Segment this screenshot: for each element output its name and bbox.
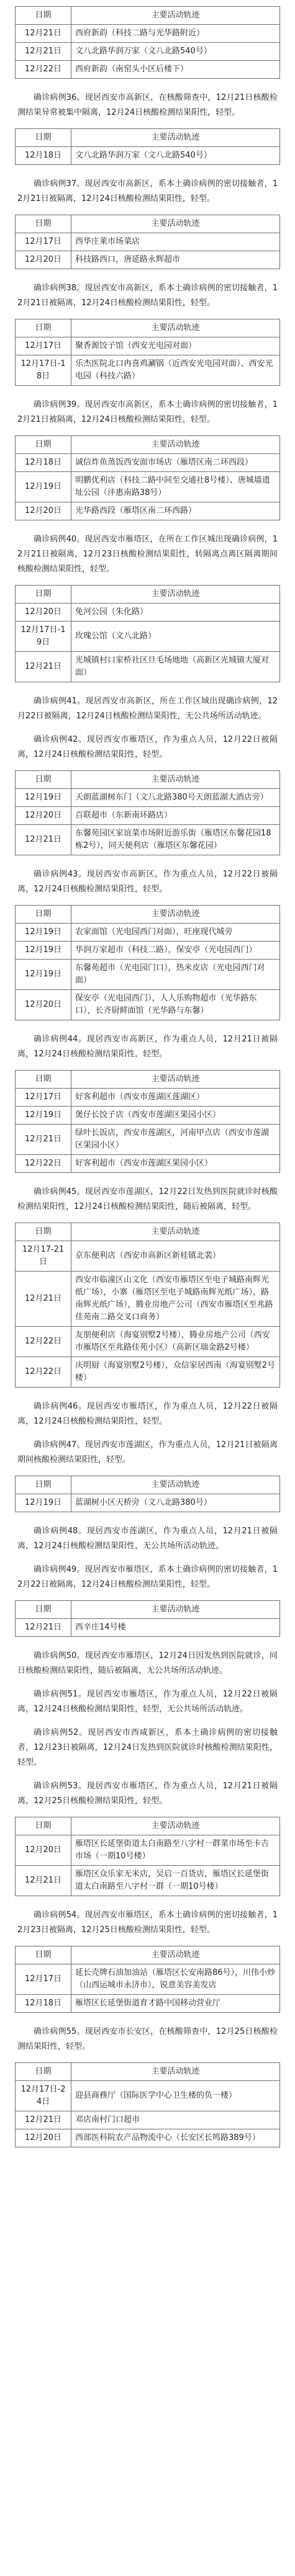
table-header-row (16, 436, 280, 454)
table-row (16, 1125, 280, 1155)
table-row (16, 1107, 280, 1125)
track-cell: 好客利超市（西安市莲湖区果园小区） (71, 1155, 280, 1173)
table-row (16, 604, 280, 622)
header-date: 日期 (16, 7, 71, 25)
header-track: 主要活动轨迹 (71, 1601, 280, 1619)
date-cell: 12月22日 (16, 1327, 71, 1357)
date-cell: 12月17日 (16, 1089, 71, 1107)
header-date: 日期 (16, 906, 71, 924)
track-cell: 西府新韵（科技二路与光华路附近） (71, 25, 280, 43)
table-header-row (16, 1071, 280, 1089)
date-cell: 12月19日 (16, 960, 71, 990)
table-header-row (16, 1223, 280, 1241)
header-date: 日期 (16, 1223, 71, 1241)
date-cell: 12月20日 (16, 807, 71, 825)
date-cell: 12月17日-24日 (16, 2081, 71, 2111)
table-header-row (16, 906, 280, 924)
table-row (16, 807, 280, 825)
date-cell: 12月17日-19日 (16, 622, 71, 652)
activity-track-table (15, 1476, 280, 1512)
header-track: 主要活动轨迹 (71, 319, 280, 337)
case-description: 确诊病例41。现居西安市高新区，所在工作区域出现确诊病例，12月22日被隔离，12月24日核酸检测结果阳性，无公共场所活动轨迹。 (17, 697, 278, 721)
header-track: 主要活动轨迹 (71, 1223, 280, 1241)
track-cell: 文八北路华润万家（文八北路540号） (71, 147, 280, 165)
date-cell: 12月17日 (16, 233, 71, 251)
table-row (16, 1241, 280, 1272)
date-cell: 12月18日 (16, 454, 71, 472)
table-row (16, 2111, 280, 2129)
track-cell: 庆明厨（海宴别墅2号楼），众信家居西南（海宴别墅2号楼） (71, 1357, 280, 1388)
activity-track-table (15, 1600, 280, 1637)
table-row (16, 789, 280, 807)
table-header-row (16, 1476, 280, 1494)
track-cell: 诚信炸鱼蒸饭西安面市场店（雁塔区南二环西段） (71, 454, 280, 472)
case-description: 确诊病例54。现居西安市雁塔区，系本土确诊病例的密切接触者，12月23日被隔离，12月25日核酸检测结果阳性，轻型。 (17, 1910, 278, 1935)
track-cell: 聚香源饺子馆（西安光电园对面） (71, 337, 280, 355)
activity-track-table (15, 1946, 280, 2013)
track-cell: 蓝湖树小区天桥旁（文八北路380号） (71, 1494, 280, 1512)
table-header-row (16, 586, 280, 604)
track-cell: 邓店南村门口超市 (71, 2111, 280, 2129)
date-cell: 12月22日 (16, 61, 71, 79)
activity-track-table (15, 435, 280, 520)
case-description: 确诊病例45。现居西安市莲湖区，12月22日发热到医院就诊时核酸检测结果阳性，12月24日核酸检测结果阳性，随后被隔离，轻型。 (17, 1187, 278, 1211)
table-row (16, 2081, 280, 2111)
case-description: 确诊病例53。现居西安市雁塔区，作为重点人员，12月21日被隔离，12月25日核酸检测结果阳性，轻型。 (17, 1781, 278, 1806)
date-cell: 12月21日 (16, 1125, 71, 1155)
track-cell: 京东便利店（西安市高新区新桂镇北裴） (71, 1241, 280, 1272)
header-date: 日期 (16, 2063, 71, 2081)
table-row (16, 1964, 280, 1995)
date-cell: 12月20日 (16, 990, 71, 1020)
case-description: 确诊病例55。现居西安市长安区，在核酸筛查中，12月25日核酸检测结果阳性，轻型。 (17, 2027, 278, 2051)
table-row (16, 337, 280, 355)
table-row (16, 924, 280, 942)
header-date: 日期 (16, 319, 71, 337)
header-date: 日期 (16, 1817, 71, 1835)
table-header-row (16, 1817, 280, 1835)
date-cell: 12月21日 (16, 43, 71, 61)
activity-track-table (15, 1070, 280, 1173)
date-cell: 12月20日 (16, 604, 71, 622)
date-cell: 12月21日 (16, 825, 71, 855)
table-row (16, 2129, 280, 2147)
table-header-row (16, 771, 280, 789)
table-row (16, 1494, 280, 1512)
date-cell: 12月21日 (16, 25, 71, 43)
date-cell: 12月22日 (16, 1357, 71, 1388)
track-cell: 天朗蓝湖树东门（文八北路380号天朗蓝湖大酒店旁） (71, 789, 280, 807)
table-row (16, 652, 280, 682)
header-date: 日期 (16, 215, 71, 233)
track-cell: 保安亭（光电园西门），人人乐购物超市（光华路东口），长齐厨鲜面馆（光华路与东馨） (71, 990, 280, 1020)
track-cell: 友朋便利店（海宴别墅2号楼），腾业房地产公司（西安市雁塔区至兆路佳苑小区）（高新区瑞金路2号楼） (71, 1327, 280, 1357)
table-row (16, 233, 280, 251)
case-description: 确诊病例52。现居西安市西咸新区，系本土确诊病例的密切接触者，12月23日被隔离，12月24日发热到医院就诊时核酸检测结果阳性，轻型。 (17, 1728, 278, 1767)
date-cell: 12月21日 (16, 2111, 71, 2129)
table-row (16, 1155, 280, 1173)
header-date: 日期 (16, 1601, 71, 1619)
table-row (16, 25, 280, 43)
date-cell: 12月20日 (16, 2129, 71, 2147)
date-cell: 12月19日 (16, 924, 71, 942)
table-header-row (16, 7, 280, 25)
case-description: 确诊病例47。现居西安市莲湖区，作为重点人员，12月21日被隔离期间核酸检测结果阳性，轻型。 (17, 1440, 278, 1464)
track-cell: 雁塔区长延堡街道育才路中国移动营业厅 (71, 1995, 280, 2013)
track-cell: 光华路西段（雁塔区南二环西路） (71, 502, 280, 520)
date-cell: 12月21日 (16, 652, 71, 682)
table-row (16, 472, 280, 502)
case-description: 确诊病例48。现居西安市莲湖区，作为重点人员，12月21日被隔离，12月24日核酸检测结果阳性，无公共场所活动轨迹。 (17, 1526, 278, 1551)
track-cell: 光城镇村口家桥社区旦毛场地地（高新区光城镇大厦对面） (71, 652, 280, 682)
track-cell: 西安市临潼区山文化（西安市雁塔区至电子城路南辉光纸广场），小寨（雁塔区至电子城路南辉光纸广场），路南辉光纸广场），腾业房地产公司（西安市雁塔区至兆路佳苑南二路交叉口商务） (71, 1272, 280, 1327)
header-track: 主要活动轨迹 (71, 215, 280, 233)
date-cell: 12月17日 (16, 337, 71, 355)
header-track: 主要活动轨迹 (71, 1946, 280, 1964)
table-header-row (16, 2063, 280, 2081)
track-cell: 农家面馆（光电园西门对面），旺座现代城旁 (71, 924, 280, 942)
case-description: 确诊病例38。现居西安市高新区，系本土确诊病例的密切接触者，12月21日被隔离，12月24日核酸检测结果阳性，轻型。 (17, 283, 278, 308)
table-row (16, 1357, 280, 1388)
track-cell: 东馨苑超市（光电园门口），热米皮店（光电园西门对面） (71, 960, 280, 990)
track-cell: 科技路西口，唐延路永辉超市 (71, 251, 280, 269)
case-description: 确诊病例46。现居西安市雁塔区，作为重点人员，12月22日被隔离，12月24日核酸检测结果阳性，轻型。 (17, 1402, 278, 1426)
date-cell: 12月19日 (16, 942, 71, 960)
track-cell: 迎县商務厅（国际医学中心卫生楼的负一楼） (71, 2081, 280, 2111)
case-description: 确诊病例42。现居西安市雁塔区，作为重点人员，12月22日被隔离，12月24日核酸检测结果阳性，轻型。 (17, 735, 278, 759)
activity-track-table (15, 128, 280, 165)
date-cell: 12月17日-18日 (16, 355, 71, 386)
date-cell: 12月18日 (16, 147, 71, 165)
date-cell: 12月17-21日 (16, 1241, 71, 1272)
header-track: 主要活动轨迹 (71, 2063, 280, 2081)
track-cell: 乐杰医院北口冉喜鸡涮锅（近西安光电园对面）、西安光电园（科技六路） (71, 355, 280, 386)
activity-track-table (15, 2062, 280, 2147)
date-cell: 12月17日 (16, 1964, 71, 1995)
table-row (16, 1327, 280, 1357)
table-header-row (16, 1601, 280, 1619)
track-cell: 百联超市（东新南环路店） (71, 807, 280, 825)
table-row (16, 147, 280, 165)
track-cell: 好客利超市（西安市莲湖区莲湖区） (71, 1089, 280, 1107)
activity-track-table (15, 6, 280, 79)
table-row (16, 622, 280, 652)
track-cell: 绿叶长饭店，西安市莲湖区，河南甲点店（西安市莲湖区果园小区） (71, 1125, 280, 1155)
activity-track-table (15, 770, 280, 855)
case-description: 确诊病例36。现居西安市高新区，在核酸筛查中，12月21日核酸检测结果异常被集中隔离，12月24日核酸检测结果阳性，轻型。 (17, 93, 278, 117)
case-description: 确诊病例51。现居西安市雁塔区，作为重点人员，12月22日被隔离，12月24日核酸检测结果阳性，轻型，无公共场所活动轨迹。 (17, 1690, 278, 1714)
track-cell: 西华庄莱市场菜店 (71, 233, 280, 251)
date-cell: 12月20日 (16, 1835, 71, 1866)
table-row (16, 502, 280, 520)
table-header-row (16, 319, 280, 337)
table-row (16, 960, 280, 990)
date-cell: 12月18日 (16, 1995, 71, 2013)
date-cell: 12月20日 (16, 251, 71, 269)
header-track: 主要活动轨迹 (71, 436, 280, 454)
table-header-row (16, 1946, 280, 1964)
date-cell: 12月21日 (16, 1272, 71, 1327)
track-cell: 西府新韵（南窑头小区后楼下） (71, 61, 280, 79)
date-cell: 12月22日 (16, 1155, 71, 1173)
table-row (16, 251, 280, 269)
case-description: 确诊病例40。现居西安市雁塔区，在所在工作区城出现确诊病例，12月21日被隔离，12月23日核酸检测结果阳性，转隔离点离区隔离期间核酸检测结果阳性，轻型。 (17, 535, 278, 574)
track-cell: 煲仔长饺子店（西安市莲湖区果园小区） (71, 1107, 280, 1125)
header-track: 主要活动轨迹 (71, 129, 280, 147)
activity-track-table (15, 215, 280, 269)
table-row (16, 1619, 280, 1637)
track-cell: 雁塔区长延堡街道太白南路至八字村一群菜市场至卡吉市场（一期10号楼） (71, 1835, 280, 1866)
header-date: 日期 (16, 1071, 71, 1089)
activity-track-table (15, 1817, 280, 1896)
header-date: 日期 (16, 771, 71, 789)
table-row (16, 61, 280, 79)
header-date: 日期 (16, 1476, 71, 1494)
case-description: 确诊病例44。现居西安市高新区，作为重点人员，12月21日被隔离，12月24日核酸检测结果阳性，轻型。 (17, 1035, 278, 1059)
date-cell: 12月21日 (16, 1866, 71, 1896)
table-row (16, 990, 280, 1020)
table-row (16, 355, 280, 386)
table-row (16, 1835, 280, 1866)
case-description: 确诊病例37。现居西安市高新区，系本土确诊病例的密切接触者，12月21日被隔离，12月24日核酸检测结果阳性，轻型。 (17, 179, 278, 203)
date-cell: 12月19日 (16, 789, 71, 807)
activity-track-table (15, 585, 280, 682)
table-header-row (16, 129, 280, 147)
table-row (16, 1995, 280, 2013)
date-cell: 12月20日 (16, 502, 71, 520)
header-date: 日期 (16, 129, 71, 147)
header-date: 日期 (16, 436, 71, 454)
track-cell: 明鹏优利店（科技二路中间至交通社8号楼）、唐城墙遗址公园（沣惠南路38号） (71, 472, 280, 502)
table-row (16, 825, 280, 855)
date-cell: 12月19日 (16, 1107, 71, 1125)
table-row (16, 43, 280, 61)
case-description: 确诊病例39。现居西安市高新区，系本土确诊病例的密切接触者，12月21日被隔离，12月24日核酸检测结果阳性，轻型。 (17, 400, 278, 424)
track-cell: 免河公园（朱化路） (71, 604, 280, 622)
header-date: 日期 (16, 1946, 71, 1964)
case-description: 确诊病例43。现居西安市高新区，作为重点人员，12月22日被隔离，12月24日核酸检测结果阳性，轻型。 (17, 870, 278, 894)
track-cell: 西辛庄14号楼 (71, 1619, 280, 1637)
date-cell: 12月19日 (16, 1494, 71, 1512)
header-track: 主要活动轨迹 (71, 586, 280, 604)
header-track: 主要活动轨迹 (71, 1071, 280, 1089)
activity-track-table (15, 905, 280, 1020)
activity-track-table (15, 1223, 280, 1388)
table-row (16, 1272, 280, 1327)
track-cell: 华润万家超市（科技二路），保安亭（光电园西门） (71, 942, 280, 960)
track-cell: 玫瑰公馆（文八北路） (71, 622, 280, 652)
activity-track-table (15, 319, 280, 386)
track-cell: 雁塔区众乐家无米店，吴启一百货店，雁塔区长延堡街道太白南路至八字村一群（一期10号楼） (71, 1866, 280, 1896)
header-track: 主要活动轨迹 (71, 1476, 280, 1494)
case-description: 确诊病例49。现居西安市雁塔区，系本土确诊病例的密切接触者，12月22日被隔离，12月24日核酸检测结果阳性，轻型。 (17, 1565, 278, 1589)
date-cell: 12月21日 (16, 1619, 71, 1637)
track-cell: 延长壳牌石油加油站（雁塔区长安南路86号），川伟小炒（山西运城市永济市），锐意美容美发店 (71, 1964, 280, 1995)
table-row (16, 1089, 280, 1107)
date-cell: 12月19日 (16, 472, 71, 502)
header-track: 主要活动轨迹 (71, 7, 280, 25)
table-row (16, 454, 280, 472)
header-track: 主要活动轨迹 (71, 1817, 280, 1835)
header-date: 日期 (16, 586, 71, 604)
table-row (16, 942, 280, 960)
track-cell: 文八北路华润万家（文八北路540号） (71, 43, 280, 61)
header-track: 主要活动轨迹 (71, 906, 280, 924)
track-cell: 西部医科院农产品物流中心（长安区长鸣路389号） (71, 2129, 280, 2147)
table-row (16, 1866, 280, 1896)
case-description: 确诊病例50。现居西安市雁塔区，12月24日因发热到医院就诊，同日核酸检测结果阳性，随后被隔离，无公共场所活动轨迹。 (17, 1651, 278, 1675)
track-cell: 东馨苑园区家谊菜市场附近游乐街（雁塔区东馨花园18栋2号），同天便利店（雁塔区东馨花园） (71, 825, 280, 855)
table-header-row (16, 215, 280, 233)
header-track: 主要活动轨迹 (71, 771, 280, 789)
